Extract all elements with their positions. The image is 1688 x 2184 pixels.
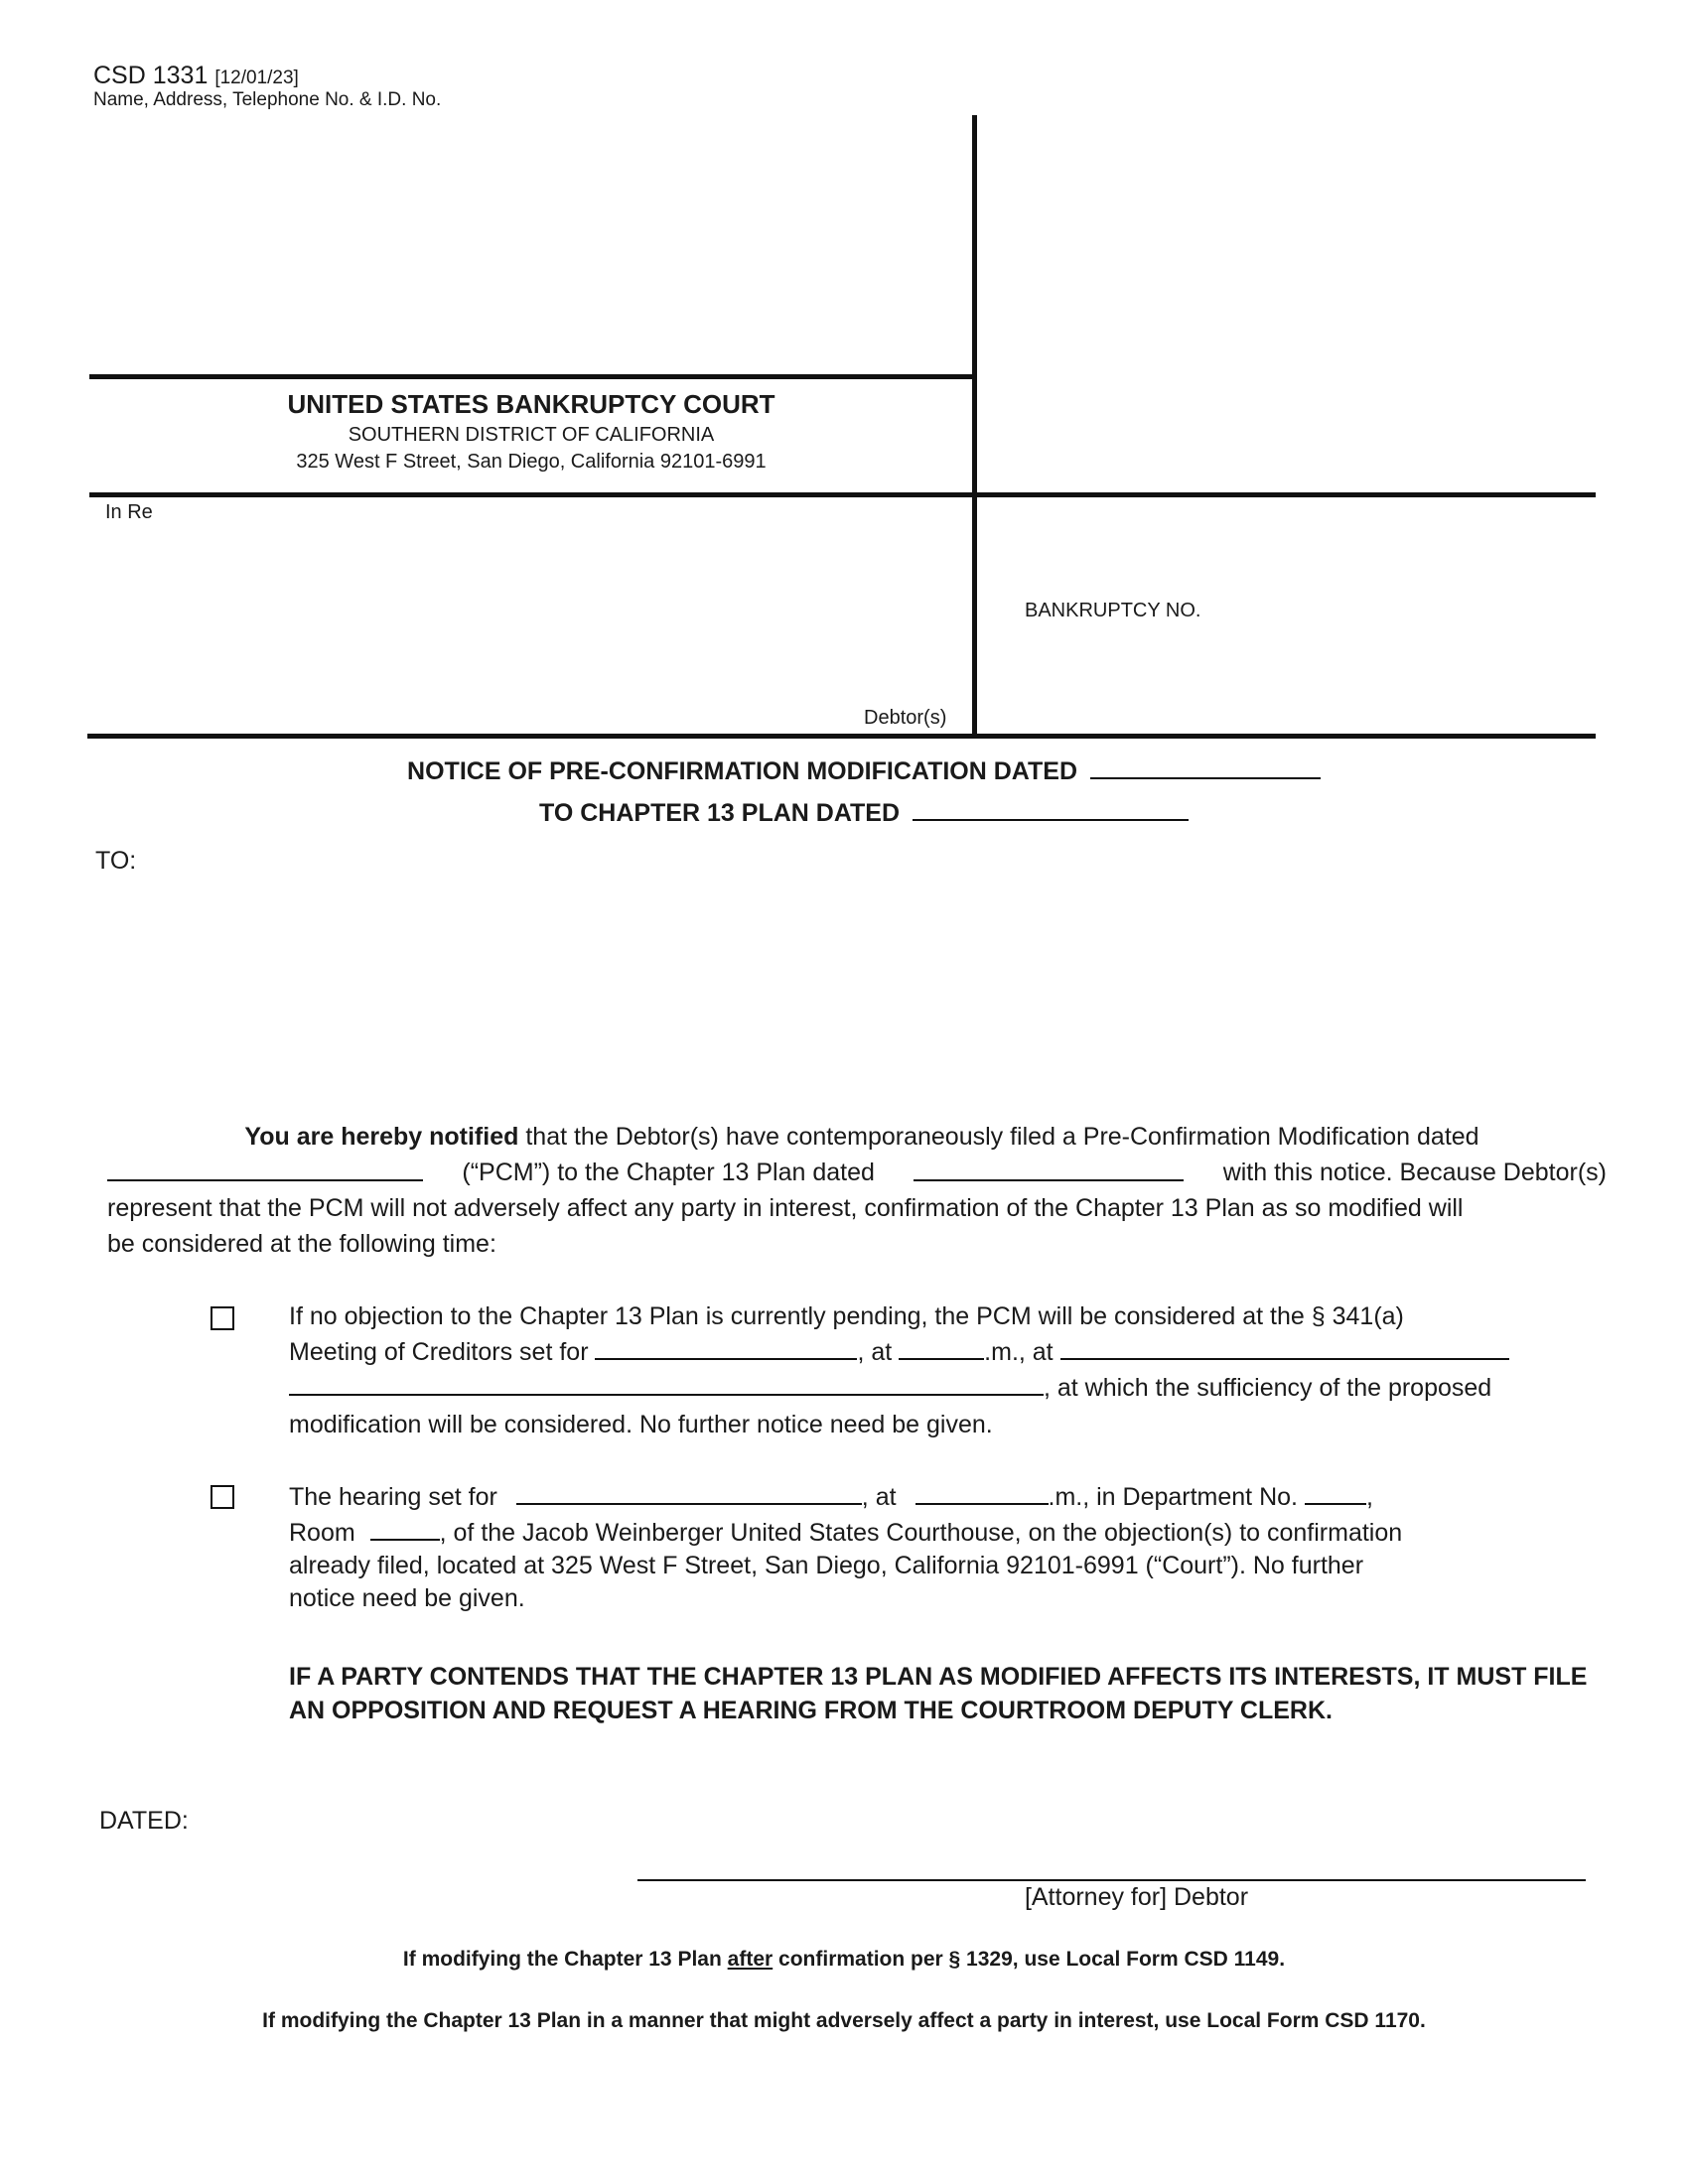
hearing-dept-text: .m., in Department No.	[1048, 1483, 1298, 1511]
footer1-underlined: after	[727, 1948, 774, 1971]
meeting-location-field-2[interactable]	[289, 1369, 1044, 1396]
signature-label: [Attorney for] Debtor	[1024, 1883, 1249, 1911]
dept-comma: ,	[1365, 1483, 1373, 1511]
notice-lead-rest: that the Debtor(s) have contemporaneously filed a Pre-Confirmation Modification dated	[525, 1123, 1479, 1151]
option1-line3	[289, 1369, 1600, 1405]
option2-line2	[289, 1514, 1600, 1550]
pcm-text: (“PCM”) to the Chapter 13 Plan dated	[462, 1159, 875, 1186]
meeting-m-at-text: .m., at	[984, 1338, 1054, 1366]
option1-checkbox[interactable]	[211, 1306, 234, 1330]
meeting-text: Meeting of Creditors set for	[289, 1338, 589, 1366]
notice-line4: be considered at the following time:	[107, 1230, 496, 1258]
meeting-at-text: , at	[857, 1338, 893, 1366]
chapter13-plan-date-field[interactable]	[914, 1155, 1184, 1181]
form-revision: [12/01/23]	[214, 68, 299, 88]
footer1-pre: If modifying the Chapter 13 Plan	[402, 1948, 722, 1971]
meeting-location-field[interactable]	[1060, 1333, 1509, 1360]
option2-text	[289, 1478, 1600, 1615]
footer-note-1	[0, 1948, 1688, 1972]
court-district: SOUTHERN DISTRICT OF CALIFORNIA	[348, 424, 715, 446]
title-line2-text: TO CHAPTER 13 PLAN DATED	[539, 799, 901, 827]
option1-text	[289, 1299, 1600, 1441]
hearing-date-field[interactable]	[516, 1478, 862, 1505]
footer-note-2: If modifying the Chapter 13 Plan in a manner that might adversely affect a party in interest, use Local Form CSD 1170.	[262, 2009, 1426, 2032]
option2-line4: notice need be given.	[289, 1584, 525, 1612]
option1-line2	[289, 1333, 1600, 1369]
department-no-field[interactable]	[1305, 1478, 1366, 1505]
option1-line4: modification will be considered. No further notice need be given.	[289, 1411, 993, 1438]
notice-line2	[107, 1155, 1607, 1190]
notice-line1	[107, 1119, 1607, 1155]
court-block-bottom-rule	[89, 492, 1596, 497]
court-address: 325 West F Street, San Diego, California 92101-6991	[296, 451, 767, 473]
hearing-text: The hearing set for	[289, 1483, 497, 1511]
to-label: TO:	[95, 847, 137, 875]
room-field[interactable]	[370, 1514, 440, 1541]
modification-date-field[interactable]	[1090, 752, 1321, 779]
court-name: UNITED STATES BANKRUPTCY COURT	[287, 389, 775, 419]
court-block	[89, 389, 973, 474]
pcm-date-field[interactable]	[107, 1155, 423, 1181]
hearing-at-text: , at	[861, 1483, 897, 1511]
meeting-time-field[interactable]	[899, 1333, 984, 1360]
notice-lead-bold: You are hereby notified	[244, 1123, 519, 1151]
courthouse-text: , of the Jacob Weinberger United States Courthouse, on the objection(s) to confirmation	[439, 1519, 1403, 1547]
footer1-post: confirmation per § 1329, use Local Form CSD 1149.	[778, 1948, 1286, 1971]
name-address-label: Name, Address, Telephone No. & I.D. No.	[93, 89, 442, 110]
form-number-text: CSD 1331	[93, 62, 209, 89]
notice-paragraph	[107, 1119, 1607, 1262]
option2-line3: already filed, located at 325 West F Street, San Diego, California 92101-6991 (“Court”). No further	[289, 1552, 1364, 1579]
attorney-box-bottom-rule	[89, 374, 974, 379]
caption-bottom-rule	[87, 734, 1596, 739]
sufficiency-text: , at which the sufficiency of the proposed	[1044, 1374, 1492, 1402]
dated-label: DATED:	[99, 1807, 189, 1835]
meeting-date-field[interactable]	[595, 1333, 857, 1360]
notice-line3: represent that the PCM will not adversely affect any party in interest, confirmation of the Chapter 13 Plan as so modified will	[107, 1194, 1464, 1222]
bankruptcy-no-label: BANKRUPTCY NO.	[1025, 600, 1201, 621]
hearing-time-field[interactable]	[915, 1478, 1049, 1505]
option1-line1: If no objection to the Chapter 13 Plan is currently pending, the PCM will be considered at the § 341(a)	[289, 1302, 1404, 1330]
option2-line1	[289, 1478, 1600, 1514]
signature-line[interactable]	[637, 1879, 1586, 1881]
in-re-label: In Re	[105, 501, 153, 523]
notice-title-line1	[0, 752, 1688, 786]
notice-title-line2	[0, 794, 1688, 828]
with-notice-text: with this notice. Because Debtor(s)	[1222, 1159, 1607, 1186]
form-number	[93, 62, 299, 90]
option2-checkbox[interactable]	[211, 1485, 234, 1509]
opposition-warning: IF A PARTY CONTENDS THAT THE CHAPTER 13 PLAN AS MODIFIED AFFECTS ITS INTERESTS, IT MUST FILE AN OPPOSITION AND REQUEST A HEARING FROM THE COURTROOM DEPUTY CLERK.	[289, 1663, 1588, 1724]
title-line1-text: NOTICE OF PRE-CONFIRMATION MODIFICATION DATED	[407, 757, 1077, 785]
room-text: Room	[289, 1519, 355, 1547]
debtors-label: Debtor(s)	[864, 707, 947, 729]
plan-date-field[interactable]	[913, 794, 1189, 821]
